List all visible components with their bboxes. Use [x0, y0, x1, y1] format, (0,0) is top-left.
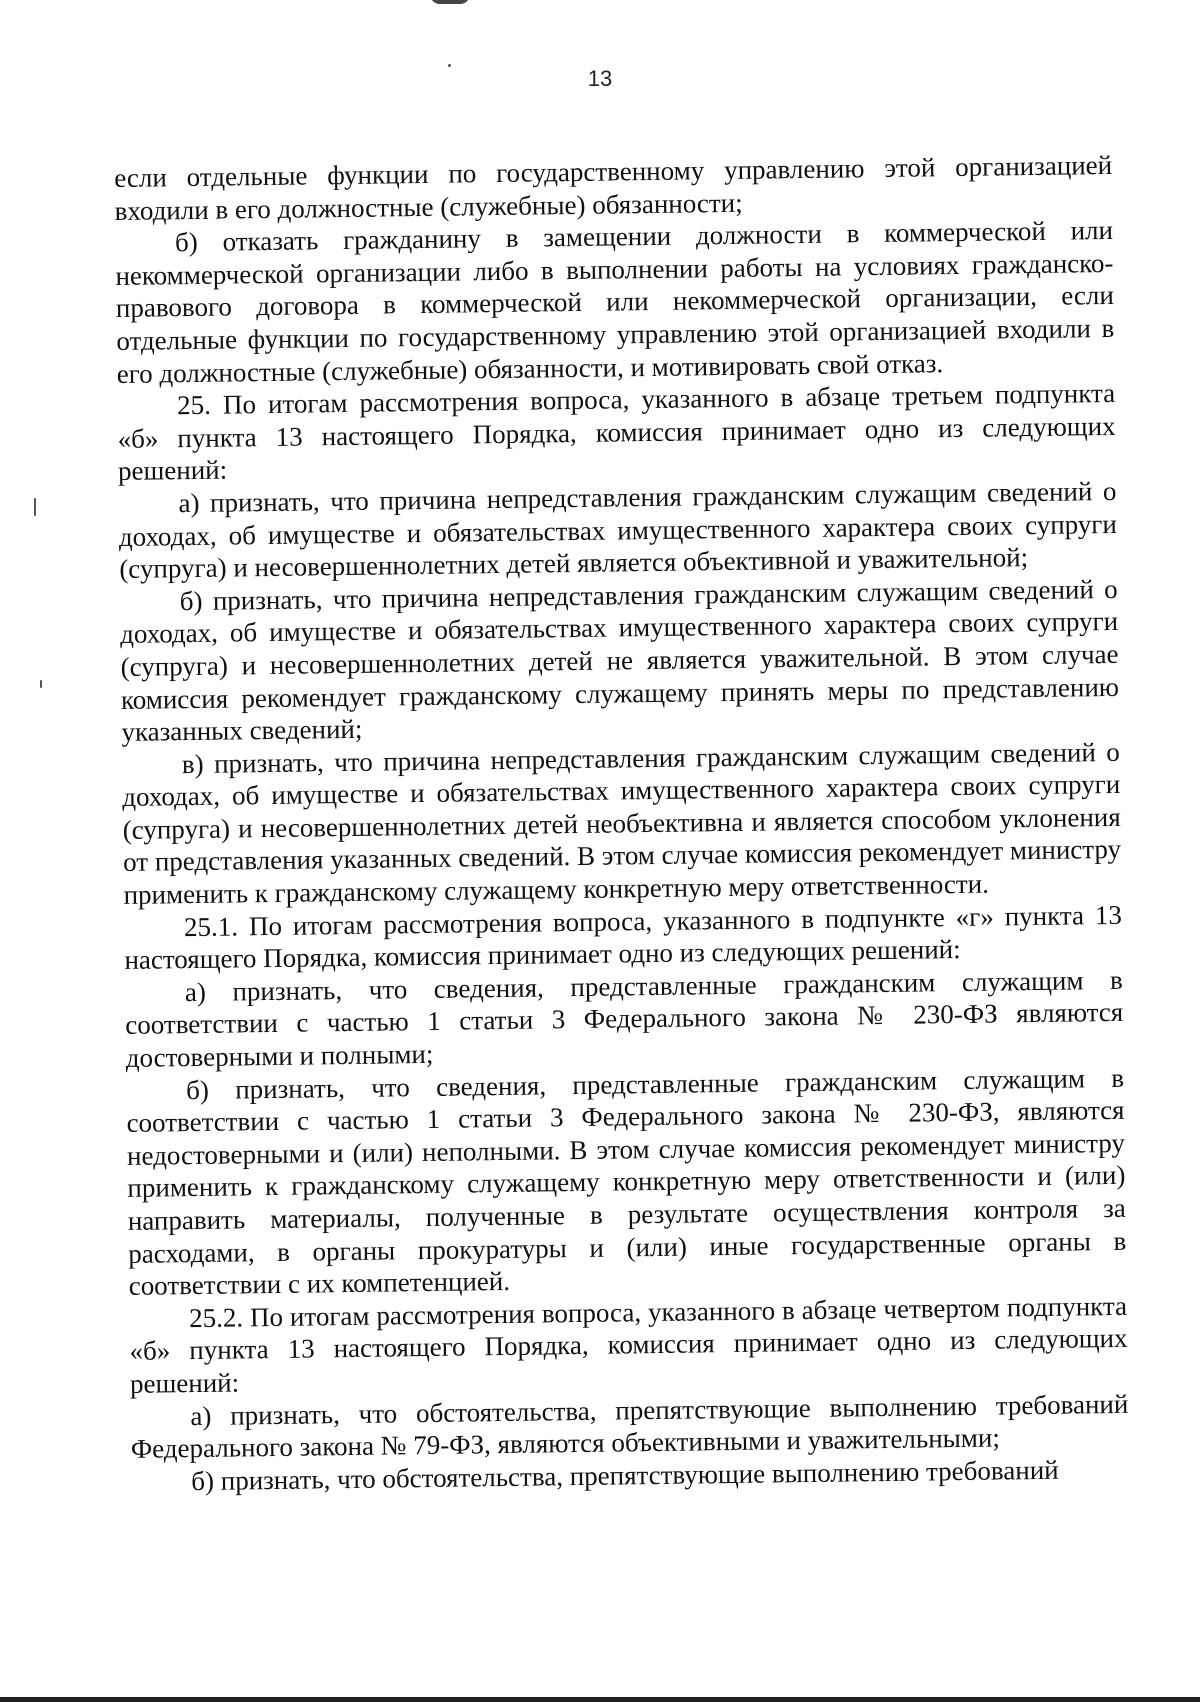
scan-artifact-margin-mark [34, 498, 36, 516]
paragraph: 25.2. По итогам рассмотрения вопроса, указанного в абзаце четвертом подпункта «б» пункта 13 настоящего Порядка, комиссия принимает одно из следующих решений: [129, 1290, 1128, 1399]
scan-artifact-top [430, 0, 470, 4]
paragraph: 25. По итогам рассмотрения вопроса, указанного в абзаце третьем подпункта «б» пункта 13 настоящего Порядка, комиссия принимает одно из следующих решений: [117, 378, 1116, 487]
paragraph: а) признать, что обстоятельства, препятствующие выполнению требований Федерального закона № 79-ФЗ, являются объективными и уважительными; [130, 1388, 1129, 1465]
scan-artifact-margin-mark [40, 680, 42, 688]
paragraph: если отдельные функции по государственному управлению этой организацией входили в его должностные (служебные) обязанности; [114, 149, 1113, 226]
paragraph: б) признать, что причина непредставления гражданским служащим сведений о доходах, об имуществе и обязательствах имущественного характера своих супруги (супруга) и несовершеннолетних детей не является уважительной. В этом случае комиссия рекомендует гражданскому служащему принять меры по представлению указанных сведений; [119, 573, 1120, 748]
paragraph: 25.1. По итогам рассмотрения вопроса, указанного в подпункте «г» пункта 13 настоящего Порядка, комиссия принимает одно из следующих решений: [124, 899, 1123, 976]
paragraph: б) признать, что обстоятельства, препятствующие выполнению требований [191, 1454, 1059, 1496]
scan-edge-bottom [0, 1697, 1200, 1702]
paragraph: а) признать, что причина непредставления гражданским служащим сведений о доходах, об имуществе и обязательствах имущественного характера своих супруги (супруга) и несовершеннолетних детей является объективной и уважительной; [118, 475, 1118, 585]
document-body [114, 149, 1129, 1498]
paragraph: б) признать, что сведения, представленные гражданским служащим в соответствии с частью 1 статьи 3 Федерального закона № 230-ФЗ, являются недостоверными и (или) неполными. В этом случае комиссия рекомендует министру применить к гражданскому служащему конкретную меру ответственности и (или) направить материалы, полученные в результате осуществления контроля за расходами, в органы прокуратуры и (или) иные государственные органы в соответствии с их компетенцией. [126, 1062, 1127, 1302]
page-number: 13 [587, 66, 613, 91]
paragraph: в) признать, что причина непредставления гражданским служащим сведений о доходах, об имуществе и обязательствах имущественного характера своих супруги (супруга) и несовершеннолетних детей необъективна и является способом уклонения от представления указанных сведений. В этом случае комиссия рекомендует министру применить к гражданскому служащему конкретную меру ответственности. [122, 736, 1122, 910]
paragraph: а) признать, что сведения, представленные гражданским служащим в соответствии с частью 1 статьи 3 Федерального закона № 230-ФЗ являются достоверными и полными; [125, 964, 1124, 1073]
paragraph: б) отказать гражданину в замещении должности в коммерческой или некоммерческой организации либо в выполнении работы на условиях гражданско-правового договора в коммерческой или некоммерческой организации, если отдельные функции по государственному управлению этой организацией входили в его должностные (служебные) обязанности, и мотивировать свой отказ. [115, 215, 1115, 389]
